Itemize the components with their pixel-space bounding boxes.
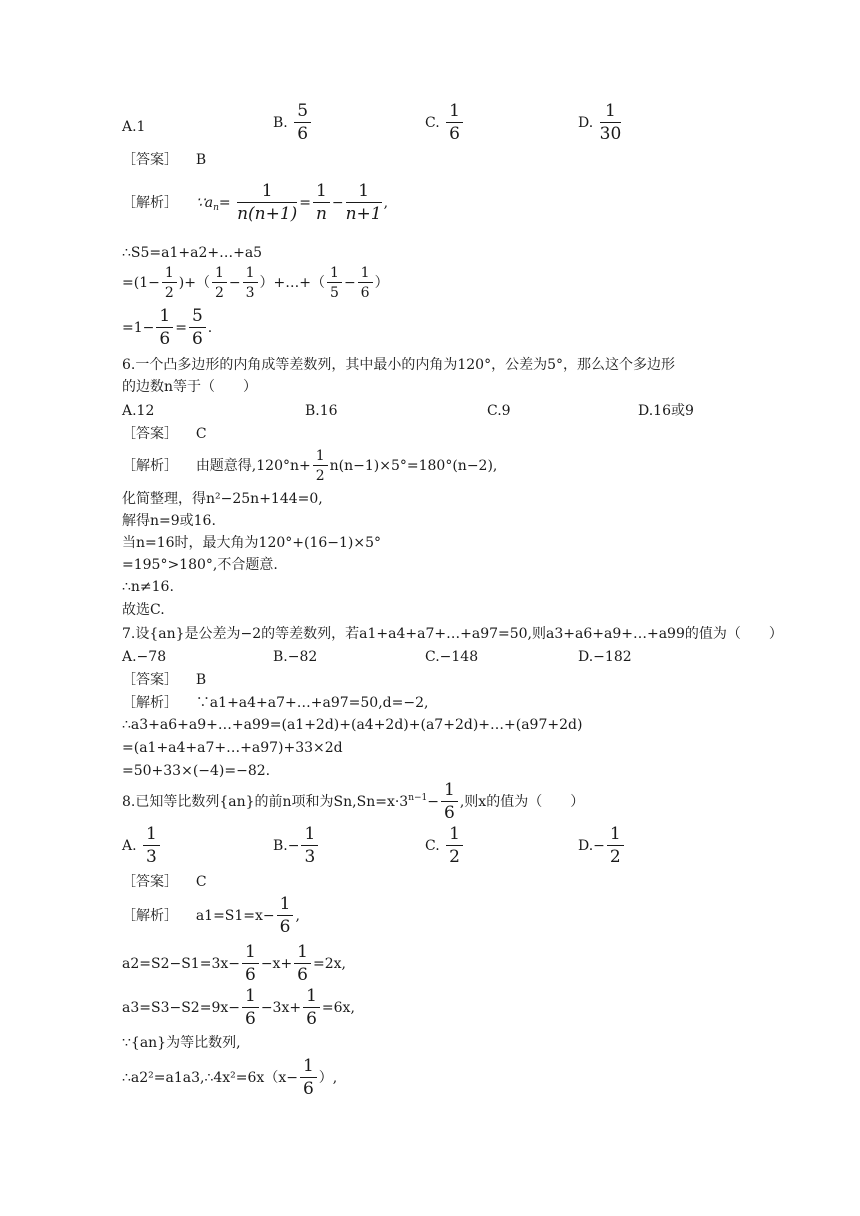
fraction: $\frac{5}{6}$ [189,308,206,348]
fraction: $\frac{1}{6}$ [242,988,259,1028]
fraction: $\frac{1}{n+1}$ [345,181,382,224]
fraction: $\frac{5}{6}$ [294,103,311,143]
q6-analysis-line4: 当n=16时，最大角为120°+(16−1)×5° [122,535,382,551]
fraction: $\frac{1}{6}$ [441,782,458,822]
q5-option-b: B. $\frac{5}{6}$ [273,103,313,143]
q7-option-a: A.−78 [122,649,167,665]
fraction: $\frac{1}{n}$ [313,183,330,223]
q6-option-c: C.9 [487,403,511,419]
q6-stem-line1: 6.一个凸多边形的内角成等差数列，其中最小的内角为120°，公差为5°，那么这个多边形 [122,357,675,373]
q8-option-d: D.− $\frac{1}{2}$ [578,826,626,866]
q5-analysis-formula: ［解析］ $\because a_n=$ $\frac{1}{n(n+1)}$ = $\frac{1}{n}$ − $\frac{1}{n+1}$ , [122,181,389,224]
q6-analysis-line2: 化简整理，得n²−25n+144=0, [122,491,323,507]
q8-option-c: C. $\frac{1}{2}$ [425,826,465,866]
q7-analysis-line3: =(a1+a4+a7+…+a97)+33×2d [122,740,343,756]
q6-analysis-line1: ［解析］ 由题意得,120°n+ $\frac{1}{2}$ n(n−1)×5°=180°(n−2), [122,448,498,484]
fraction: $\frac{1}{5}$ [327,266,342,300]
fraction: $\frac{1}{3}$ [143,826,160,866]
fraction: $\frac{1}{6}$ [446,103,463,143]
q7-option-b: B.−82 [273,649,318,665]
q6-option-b: B.16 [305,403,338,419]
q7-analysis-line1: ［解析］ ∵a1+a4+a7+…+a97=50,d=−2, [122,695,429,711]
fraction: $\frac{1}{2}$ [607,826,624,866]
fraction: $\frac{1}{6}$ [300,1058,317,1098]
q7-option-d: D.−182 [578,649,632,665]
fraction: $\frac{1}{6}$ [294,944,311,984]
q8-analysis-line1: ［解析］ a1=S1=x− $\frac{1}{6}$ , [122,894,300,937]
q8-analysis-line5: ∴a2²=a1a3,∴4x²=6x（x− $\frac{1}{6}$ ）, [122,1056,338,1099]
q8-answer: ［答案］ C [122,874,207,890]
q5-option-d: D. $\frac{1}{30}$ [578,101,622,144]
q7-option-c: C.−148 [425,649,479,665]
q6-analysis-line6: ∴n≠16. [122,579,174,595]
fraction: $\frac{1}{6}$ [156,308,173,348]
fraction: $\frac{1}{3}$ [301,826,318,866]
q8-analysis-line3: a3=S3−S2=9x− $\frac{1}{6}$ −3x+ $\frac{1}{6}$ =6x, [122,986,355,1029]
q6-analysis-line5: =195°>180°,不合题意. [122,557,278,573]
q8-stem: 8.已知等比数列{an}的前n项和为$Sn,Sn=x\cdot 3^{n-1}-$ $\frac{1}{6}$ ,则x的值为（ ） [122,780,585,823]
q5-option-a: A.1 [122,119,146,135]
q6-stem-line2: 的边数n等于（ ） [122,379,258,395]
q7-stem: 7.设{an}是公差为−2的等差数列，若a1+a4+a7+…+a97=50,则a3+a6+a9+…+a99的值为（ ） [122,626,783,642]
q8-analysis-line4: ∵{an}为等比数列, [122,1035,241,1051]
q6-option-a: A.12 [122,403,155,419]
q7-analysis-line2: ∴a3+a6+a9+…+a99=(a1+2d)+(a4+2d)+(a7+2d)+…+(a97+2d) [122,717,583,733]
q7-answer: ［答案］ B [122,672,207,688]
fraction: $\frac{1}{2}$ [162,266,177,300]
fraction: $\frac{1}{n(n+1)}$ [237,181,298,224]
q6-option-d: D.16或9 [638,403,694,419]
q6-answer: ［答案］ C [122,426,207,442]
q8-analysis-line2: a2=S2−S1=3x− $\frac{1}{6}$ −x+ $\frac{1}{6}$ =2x, [122,942,346,985]
fraction: $\frac{1}{3}$ [243,266,258,300]
q5-expansion-line: =(1− $\frac{1}{2}$ )+（ $\frac{1}{2}$ − $\frac{1}{3}$ ）+…+（ $\frac{1}{5}$ − $\frac{1}{6}$ ） [122,265,389,301]
fraction: $\frac{1}{2}$ [313,449,328,483]
fraction: $\frac{1}{30}$ [599,101,622,144]
q6-analysis-line3: 解得n=9或16. [122,513,216,529]
fraction: $\frac{1}{6}$ [242,944,259,984]
q8-option-b: B.− $\frac{1}{3}$ [273,826,320,866]
fraction: $\frac{1}{6}$ [358,266,373,300]
q6-analysis-line7: 故选C. [122,602,165,618]
q7-analysis-line4: =50+33×(−4)=−82. [122,763,271,779]
q5-result-line: =1− $\frac{1}{6}$ = $\frac{5}{6}$ . [122,306,213,349]
fraction: $\frac{1}{6}$ [277,896,294,936]
fraction: $\frac{1}{6}$ [303,988,320,1028]
q5-option-c: C. $\frac{1}{6}$ [425,103,465,143]
fraction: $\frac{1}{2}$ [446,826,463,866]
q5-sum-line: ∴S5=a1+a2+…+a5 [122,245,263,261]
q8-option-a: A. $\frac{1}{3}$ [122,826,162,866]
q5-answer: ［答案］ B [122,152,207,168]
fraction: $\frac{1}{2}$ [212,266,227,300]
